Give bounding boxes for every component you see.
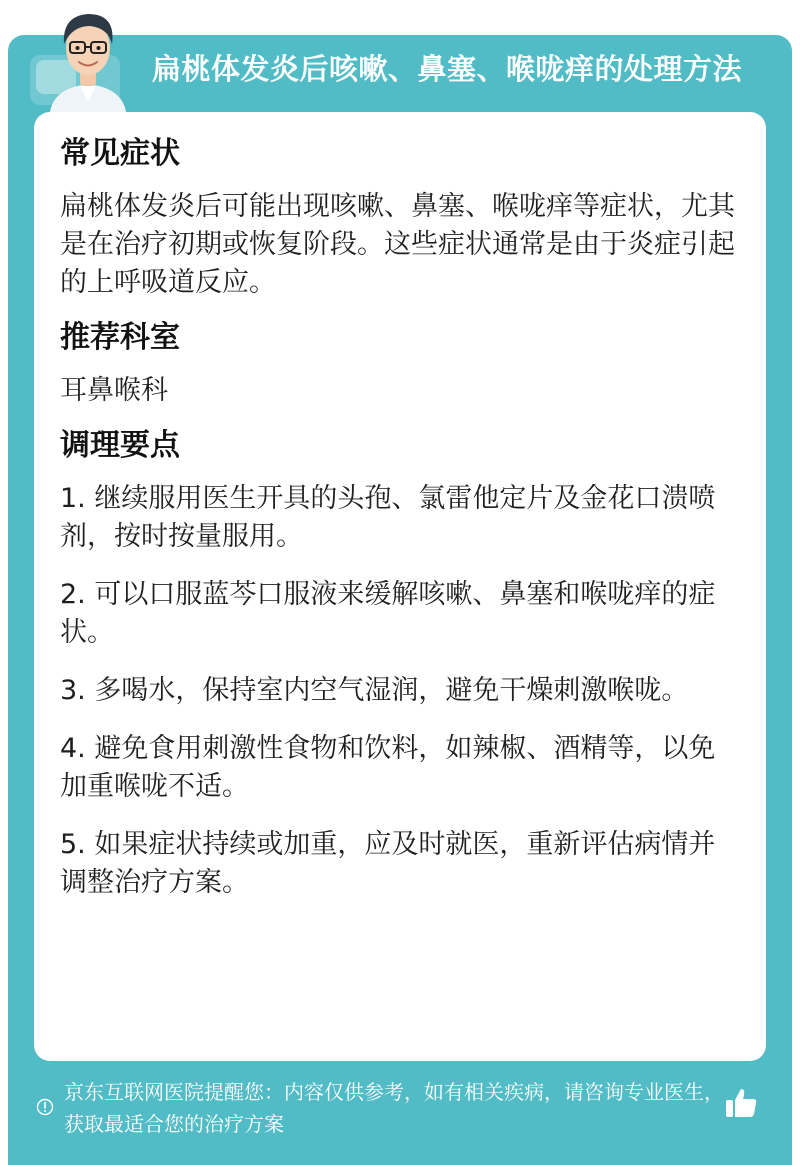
list-item: 4. 避免食用刺激性食物和饮料，如辣椒、酒精等，以免加重喉咙不适。 [60,733,716,802]
department-text: 耳鼻喉科 [60,375,168,406]
symptoms-heading: 常见症状 [60,136,180,171]
care-list [60,480,740,902]
list-item: 3. 多喝水，保持室内空气湿润，避免干燥刺激喉咙。 [60,675,689,706]
info-icon [36,1098,54,1116]
list-item: 5. 如果症状持续或加重，应及时就医，重新评估病情并调整治疗方案。 [60,829,716,898]
department-heading: 推荐科室 [60,320,180,355]
content-card [34,112,766,1061]
page-title: 扁桃体发炎后咳嗽、鼻塞、喉咙痒的处理方法 [152,52,743,86]
disclaimer-text: 京东互联网医院提醒您：内容仅供参考，如有相关疾病，请咨询专业医生，获取最适合您的治疗方案 [64,1080,724,1136]
doctor-avatar-icon [46,4,130,112]
list-item: 1. 继续服用医生开具的头孢、氯雷他定片及金花口溃喷剂，按时按量服用。 [60,483,716,552]
list-item: 2. 可以口服蓝芩口服液来缓解咳嗽、鼻塞和喉咙痒的症状。 [60,579,716,648]
care-heading: 调理要点 [60,428,180,463]
symptoms-text: 扁桃体发炎后可能出现咳嗽、鼻塞、喉咙痒等症状，尤其是在治疗初期或恢复阶段。这些症状通常是由于炎症引起的上呼吸道反应。 [60,191,735,298]
thumbs-up-icon[interactable] [724,1086,758,1120]
footer [36,1076,736,1140]
